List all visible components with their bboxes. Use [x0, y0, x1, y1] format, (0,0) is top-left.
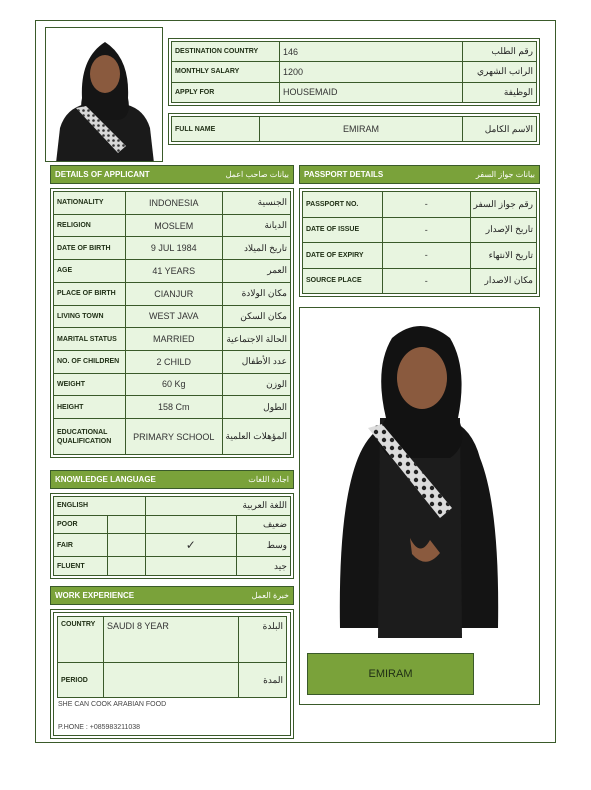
passport-row [303, 192, 537, 218]
english-mark [108, 515, 146, 534]
applicant-row [54, 282, 291, 305]
language-row [54, 557, 291, 576]
field-label: SOURCE PLACE [303, 268, 383, 294]
field-value: - [383, 268, 471, 294]
passport-title: PASSPORT DETAILS [304, 170, 384, 179]
field-label-ar: عدد الأطفال [222, 350, 291, 373]
field-value: WEST JAVA [126, 305, 223, 328]
field-value: 41 YEARS [126, 260, 223, 283]
value: 1200 [280, 62, 463, 82]
country-value: SAUDI 8 YEAR [104, 617, 239, 663]
language-title-ar: اجادة اللغات [248, 475, 289, 484]
field-label-ar: الجنسية [222, 192, 291, 215]
level-label-ar: ضعيف [237, 515, 291, 534]
field-label: LIVING TOWN [54, 305, 126, 328]
passport-title-ar: بيانات جواز السفر [475, 170, 535, 179]
full-name-value: EMIRAM [260, 117, 463, 142]
period-value [104, 663, 239, 698]
field-label: DATE OF ISSUE [303, 217, 383, 243]
applicant-row [54, 350, 291, 373]
level-label: POOR [54, 515, 108, 534]
field-label: WEIGHT [54, 373, 126, 396]
row-destination-country [172, 42, 537, 62]
field-label: MARITAL STATUS [54, 328, 126, 351]
passport-details-table [299, 188, 540, 297]
field-value: MARRIED [126, 328, 223, 351]
level-label: FAIR [54, 534, 108, 557]
applicant-row [54, 192, 291, 215]
field-label-ar: المؤهلات العلمية [222, 419, 291, 455]
applicant-details-header [50, 165, 294, 184]
passport-row [303, 243, 537, 269]
passport-row [303, 217, 537, 243]
full-name-label-ar: الاسم الكامل [463, 117, 537, 142]
language-header [50, 470, 294, 489]
field-value: - [383, 217, 471, 243]
language-row [54, 515, 291, 534]
language-table [50, 493, 294, 579]
field-value: CIANJUR [126, 282, 223, 305]
row-monthly-salary [172, 62, 537, 82]
applicant-title-ar: بيانات صاحب اعمل [225, 170, 289, 179]
field-label-ar: مكان الاصدار [470, 268, 537, 294]
applicant-row [54, 305, 291, 328]
field-label: PLACE OF BIRTH [54, 282, 126, 305]
applicant-details-table [50, 188, 294, 458]
field-label: EDUCATIONAL QUALIFICATION [54, 419, 126, 455]
field-label: NO. OF CHILDREN [54, 350, 126, 373]
arabic-mark: ✓ [145, 534, 236, 557]
applicant-row [54, 419, 291, 455]
field-label-ar: مكان الولادة [222, 282, 291, 305]
row-period [58, 663, 287, 698]
large-photo-frame [299, 307, 540, 705]
field-label-ar: مكان السكن [222, 305, 291, 328]
language-row [54, 534, 291, 557]
application-sheet [35, 20, 556, 743]
field-value: - [383, 243, 471, 269]
level-label: FLUENT [54, 557, 108, 576]
passport-details-header [299, 165, 540, 184]
experience-title: WORK EXPERIENCE [55, 591, 135, 600]
field-label-ar: تاريخ الميلاد [222, 237, 291, 260]
field-label: RELIGION [54, 214, 126, 237]
field-value: 2 CHILD [126, 350, 223, 373]
country-label-ar: البلدة [239, 617, 287, 663]
label-ar: الوظيفة [463, 82, 537, 102]
field-value: - [383, 192, 471, 218]
arabic-mark [145, 557, 236, 576]
name-plate [307, 653, 474, 695]
field-value: PRIMARY SCHOOL [126, 419, 223, 455]
passport-row [303, 268, 537, 294]
label: MONTHLY SALARY [172, 62, 280, 82]
language-title: KNOWLEDGE LANGUAGE [55, 475, 156, 484]
field-value: 9 JUL 1984 [126, 237, 223, 260]
field-label: PASSPORT NO. [303, 192, 383, 218]
label: APPLY FOR [172, 82, 280, 102]
english-mark [108, 534, 146, 557]
field-label-ar: الحالة الاجتماعية [222, 328, 291, 351]
row-apply-for [172, 82, 537, 102]
field-value: 158 Cm [126, 396, 223, 419]
country-label: COUNTRY [58, 617, 104, 663]
applicant-row [54, 328, 291, 351]
applicant-row [54, 373, 291, 396]
applicant-row [54, 396, 291, 419]
applicant-rows [54, 192, 291, 455]
field-label: HEIGHT [54, 396, 126, 419]
field-label-ar: رقم جواز السفر [470, 192, 537, 218]
field-label-ar: الوزن [222, 373, 291, 396]
col-arabic: اللغة العربية [145, 497, 290, 516]
field-label-ar: الطول [222, 396, 291, 419]
language-rows [54, 515, 291, 575]
full-name-table [168, 113, 540, 145]
field-label-ar: العمر [222, 260, 291, 283]
experience-note: SHE CAN COOK ARABIAN FOOD [58, 701, 167, 708]
field-label: DATE OF BIRTH [54, 237, 126, 260]
applicant-title: DETAILS OF APPLICANT [55, 170, 150, 179]
applicant-portrait-large [300, 308, 540, 705]
period-label-ar: المدة [239, 663, 287, 698]
phone-number: P.HONE : +085983211038 [58, 724, 141, 731]
arabic-mark [145, 515, 236, 534]
field-label-ar: تاريخ الانتهاء [470, 243, 537, 269]
passport-rows [303, 192, 537, 294]
value: 146 [280, 42, 463, 62]
english-mark [108, 557, 146, 576]
label-ar: الراتب الشهري [463, 62, 537, 82]
label-ar: رقم الطلب [463, 42, 537, 62]
period-label: PERIOD [58, 663, 104, 698]
row-country [58, 617, 287, 663]
field-label: DATE OF EXPIRY [303, 243, 383, 269]
language-column-header [54, 497, 291, 516]
full-name-label: FULL NAME [172, 117, 260, 142]
col-english: ENGLISH [54, 497, 146, 516]
level-label-ar: جيد [237, 557, 291, 576]
applicant-row [54, 237, 291, 260]
field-label-ar: تاريخ الإصدار [470, 217, 537, 243]
level-label-ar: وسط [237, 534, 291, 557]
small-photo [45, 27, 163, 162]
header-info-table [168, 38, 540, 106]
field-label: NATIONALITY [54, 192, 126, 215]
experience-title-ar: خبرة العمل [251, 591, 289, 600]
label: DESTINATION COUNTRY [172, 42, 280, 62]
applicant-row [54, 260, 291, 283]
value: HOUSEMAID [280, 82, 463, 102]
field-label: AGE [54, 260, 126, 283]
field-value: INDONESIA [126, 192, 223, 215]
work-experience-header [50, 586, 294, 605]
applicant-portrait-small [46, 28, 163, 162]
field-value: MOSLEM [126, 214, 223, 237]
field-value: 60 Kg [126, 373, 223, 396]
work-experience-box [50, 609, 294, 739]
name-plate-text: EMIRAM [368, 668, 413, 680]
applicant-row [54, 214, 291, 237]
field-label-ar: الديانة [222, 214, 291, 237]
